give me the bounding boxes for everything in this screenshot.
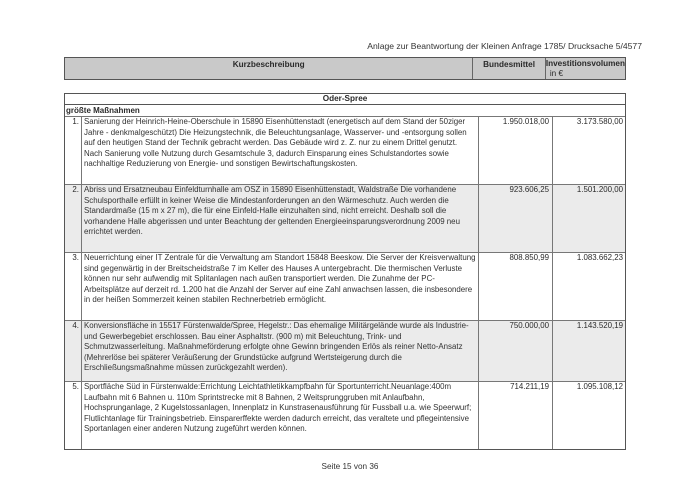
row-number: 5. [65, 382, 82, 449]
row-federal-funds: 750.000,00 [479, 321, 553, 381]
table-row [65, 117, 625, 185]
row-description: Neuerrichtung einer IT Zentrale für die Verwaltung am Standort 15848 Beeskow. Die Server der Kreisverwaltung sind gegenwärtig in der Breitscheidstraße 7 im Keller des Hauses A untergebracht. Die thermischen Verluste können nur sehr aufwendig mit Splitanlagen nach außen transportiert werden. Die Zunahme der PC-Arbeitsplätze auf derzeit rd. 1.200 hat die Anzahl der Server auf eine Zahl anwachsen lassen, die insbesondere in der heißen Sommerzeit keinen stabilen Rechnerbetrieb ermöglicht. [82, 253, 479, 320]
page-number: Seite 15 von 36 [321, 462, 379, 471]
row-description: Sportfläche Süd in Fürstenwalde:Errichtung Leichtathletikkampfbahn für Sportunterricht.Neuanlage:400m Laufbahn mit 6 Bahnen u. 110m Sprintstrecke mit 8 Bahnen, 2 Weitsprunggruben mit Anlaufbahn, Hochsprunganlage, 2 Kugelstossanlagen, Innenplatz in Kunstrasenausführung für Fussball u.a. wie Speerwurf; Flutlichtanlage für Trainingsbetrieb. Einsparerffekte werden dadurch erreicht, das veraltete und pflegeintensive Sportanlagen einer anderen Nutzung zugeführt werden können. [82, 382, 479, 449]
section-title: größte Maßnahmen [65, 105, 625, 117]
row-federal-funds: 1.950.018,00 [479, 117, 553, 184]
row-number: 4. [65, 321, 82, 381]
measures-table [64, 105, 626, 450]
header-unit: in € [549, 69, 564, 78]
table-row [65, 185, 625, 253]
header-description: Kurzbeschreibung [65, 58, 473, 79]
row-federal-funds: 808.850,99 [479, 253, 553, 320]
row-description: Abriss und Ersatzneubau Einfeldturnhalle am OSZ in 15890 Eisenhüttenstadt, Waldstraße Die vorhandene Schulsporthalle erfüllt in keiner Weise die Mindestanforderungen an den Wärmeschutz. Auch werden die Standardmaße (15 m x 27 m), die für eine Einfeld-Halle einzuhalten sind, nicht erreicht. Deshalb soll die vorhandene Halle abgerissen und unter Beachtung der geltenden Energieeinsparungsverordnung 2009 neu errichtet werden. [82, 185, 479, 252]
row-investment-volume: 1.083.662,23 [576, 253, 623, 262]
header-investment-volume [546, 58, 625, 79]
table-row [65, 382, 625, 449]
header-federal-funds: Bundesmittel [473, 58, 546, 79]
table-row [65, 321, 625, 382]
table-header [64, 57, 626, 80]
header-investment-volume-label: Investitionsvolumen [545, 59, 625, 68]
row-description: Konversionsfläche in 15517 Fürstenwalde/Spree, Hegelstr.: Das ehemalige Militärgelände wurde als Industrie- und Gewerbegebiet erschlossen. Bau einer Asphaltstr. (900 m) mit Beleuchtung, Trink- und Schmutzwasserleitung. Maßnahmeförderung erfolgte ohne Gewinn bringenden Erlös als reiner Netto-Ansatz (Mehrerlöse bei späterer Veräußerung der Grundstücke aufgrund Wertsteigerung durch die Erschließungsmaßnahme müssen zurückgezahlt werden). [82, 321, 479, 381]
row-federal-funds: 923.606,25 [479, 185, 553, 252]
row-number: 1. [65, 117, 82, 184]
row-number: 3. [65, 253, 82, 320]
region-title: Oder-Spree [64, 93, 626, 105]
row-investment-volume: 1.095.108,12 [576, 382, 623, 391]
row-investment-volume: 1.501.200,00 [576, 185, 623, 194]
row-federal-funds: 714.211,19 [479, 382, 553, 449]
row-investment-volume: 3.173.580,00 [576, 117, 623, 126]
row-description: Sanierung der Heinrich-Heine-Oberschule in 15890 Eisenhüttenstadt (energetisch auf dem Stand der 50ziger Jahre - denkmalgeschützt) Die Heizungstechnik, die Beleuchtungsanlage, Wasserver- und -entsorgung sollen auf den heutigen Stand der Technik gebracht werden. Das Gebäude wird z. Z. nur zu einem Drittel genutzt. Nach Sanierung volle Nutzung durch Gesamtschule 3, dadurch Einsparung eines Schulstandortes sowie nachhaltige Reduzierung von Energie- und sonstigen Bewirtschaftungskosten. [82, 117, 479, 184]
table-row [65, 253, 625, 321]
row-investment-volume: 1.143.520,19 [576, 321, 623, 330]
document-reference-note: Anlage zur Beantwortung der Kleinen Anfrage 1785/ Drucksache 5/4577 [367, 41, 642, 51]
row-number: 2. [65, 185, 82, 252]
